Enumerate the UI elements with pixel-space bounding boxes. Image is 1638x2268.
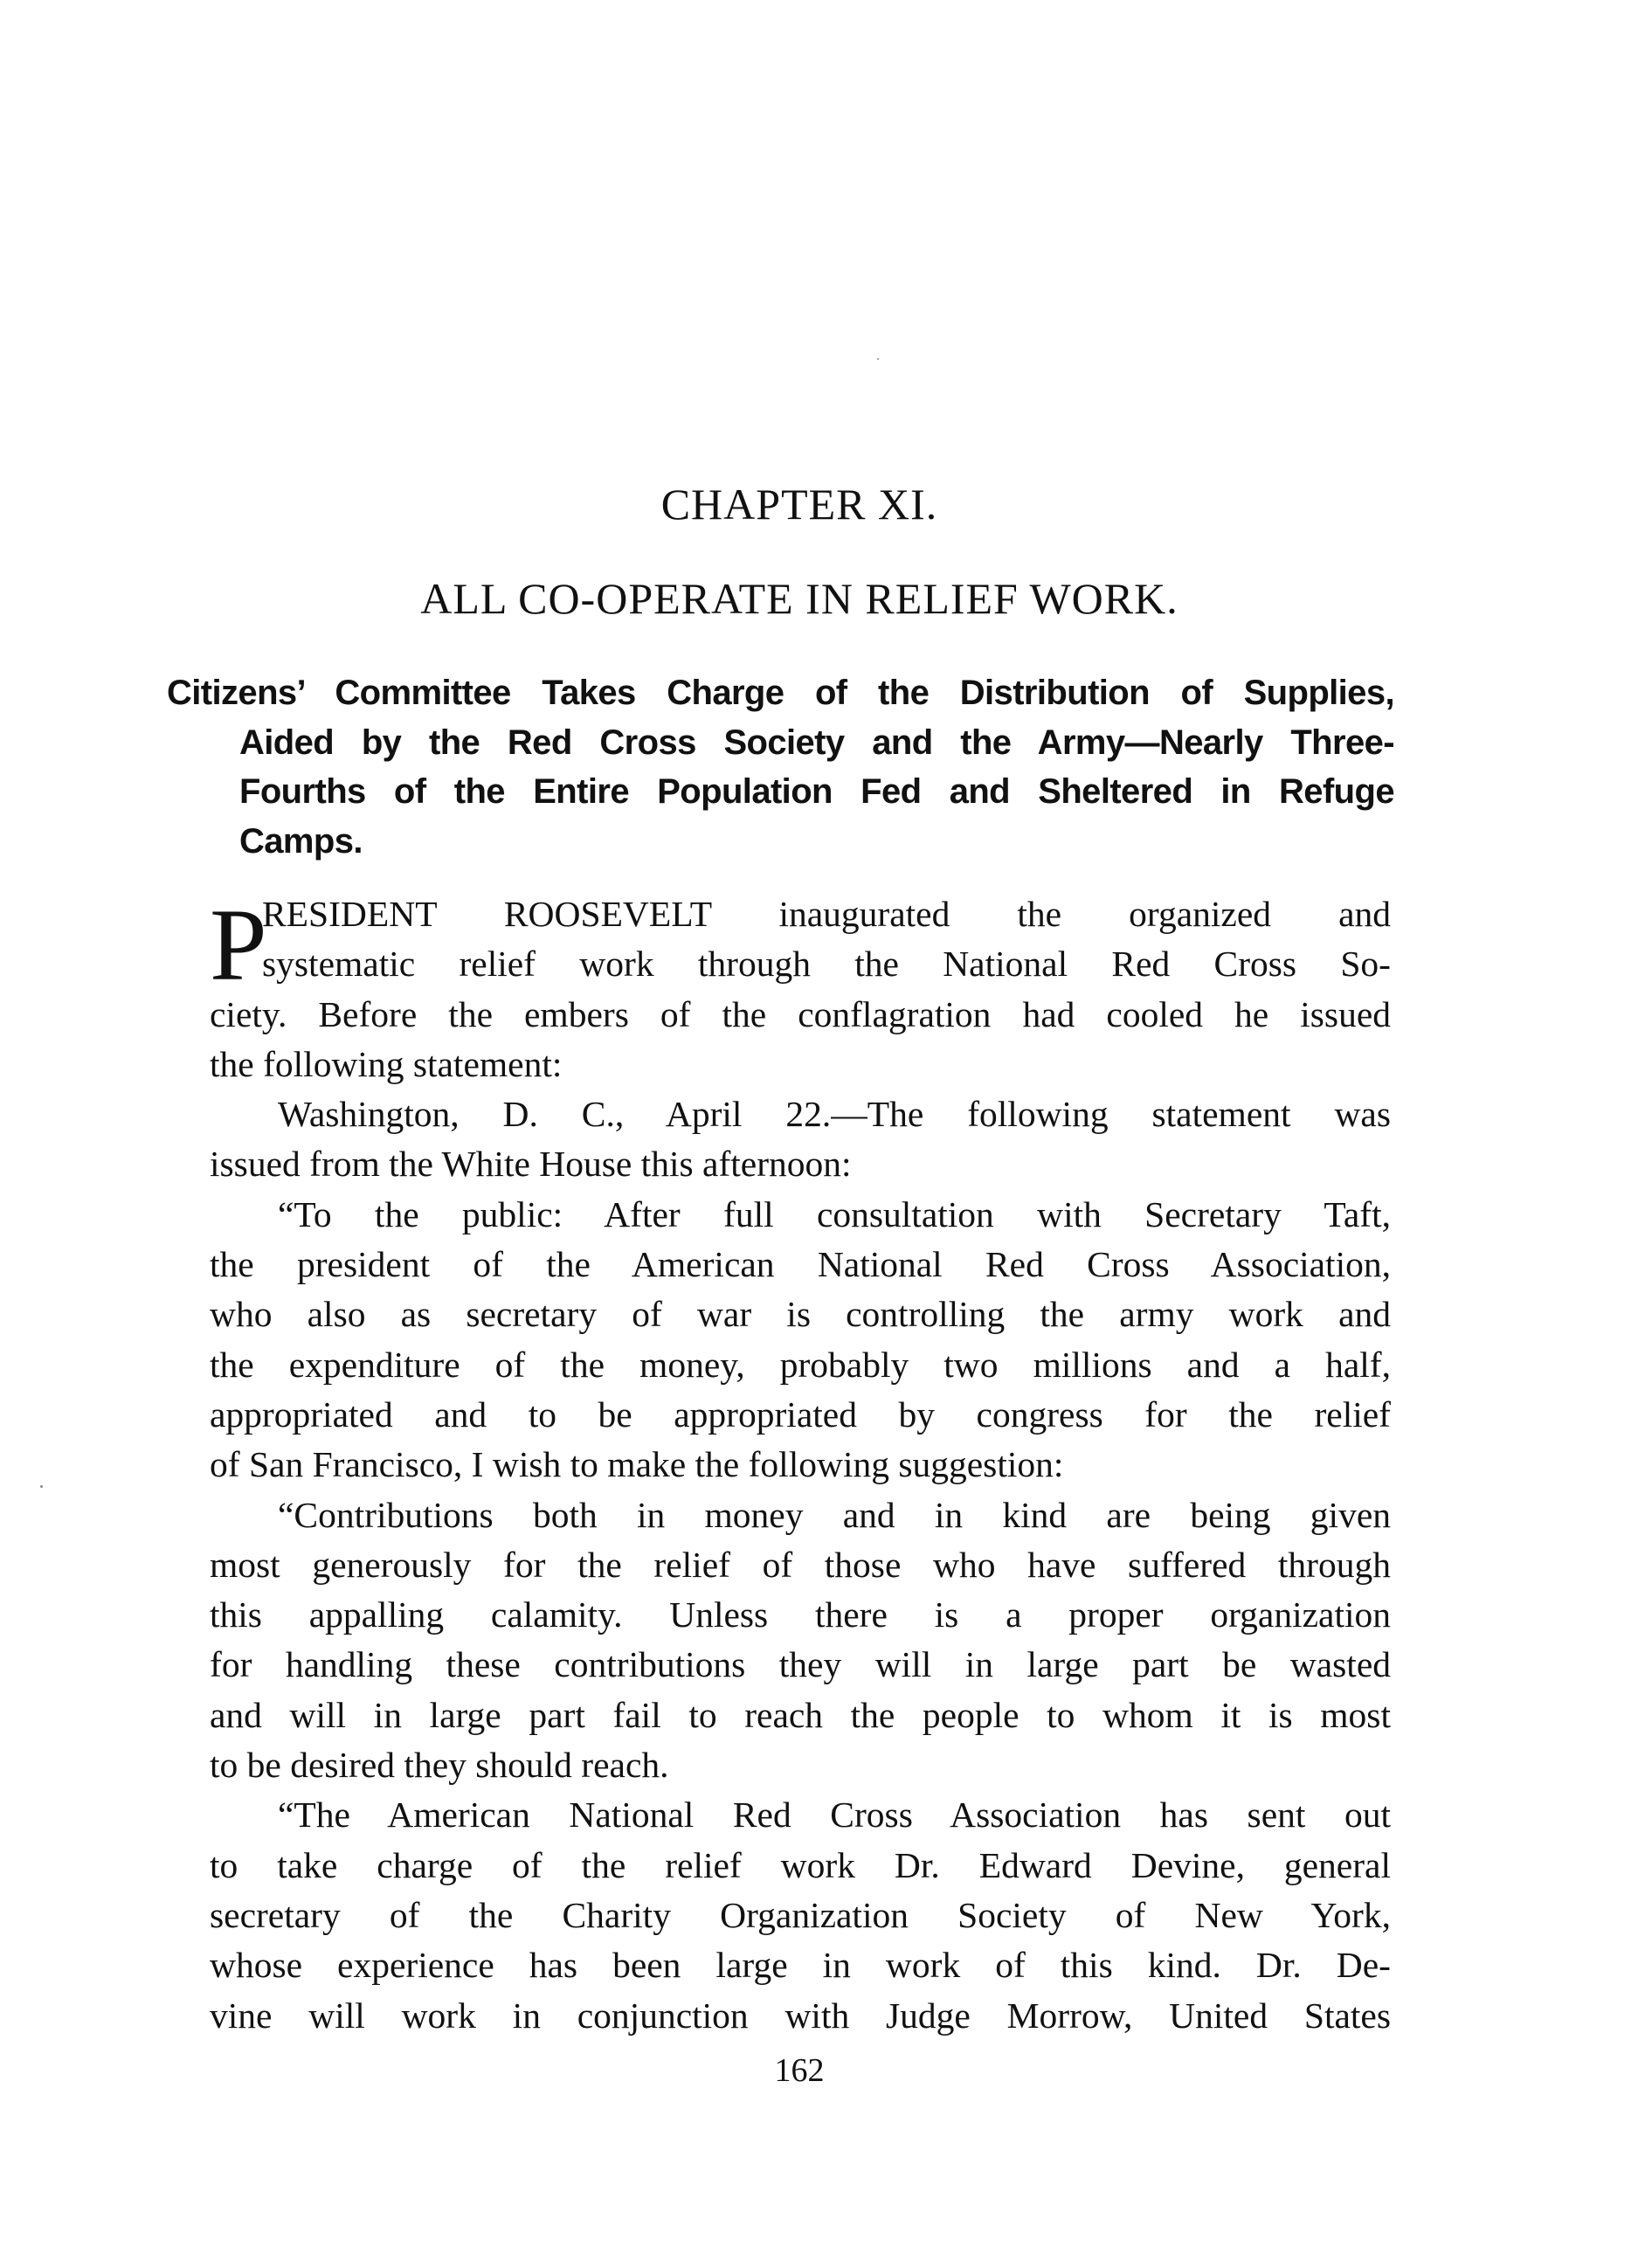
body-line: to be desired they should reach. [210, 1745, 669, 1786]
body-line: whose experience has been large in work of this kind. Dr. De- [210, 1945, 1391, 1986]
body-line: for handling these contributions they will in large part be wasted [210, 1644, 1391, 1685]
summary-line: Fourths of the Entire Population Fed and Sheltered in Refuge [239, 772, 1394, 811]
scan-speck [40, 1485, 43, 1488]
body-line: appropriated and to be appropriated by congress for the relief [210, 1393, 1391, 1435]
body-line: and will in large part fail to reach the people to whom it is most [210, 1694, 1391, 1735]
body-line: most generously for the relief of those who have suffered through [210, 1544, 1391, 1585]
body-line: secretary of the Charity Organization Society of New York, [210, 1894, 1391, 1935]
body-line: “Contributions both in money and in kind are being given [278, 1494, 1391, 1535]
drop-cap: P [210, 888, 267, 1002]
body-line: this appalling calamity. Unless there is a proper organization [210, 1594, 1391, 1635]
chapter-summary [167, 668, 1394, 866]
body-line: RESIDENT ROOSEVELT inaugurated the organized and [262, 894, 1391, 934]
summary-line: Aided by the Red Cross Society and the Army—Nearly Three- [239, 723, 1394, 762]
body-line: issued from the White House this afternoon: [210, 1144, 852, 1185]
body-line: “To the public: After full consultation with Secretary Taft, [278, 1193, 1391, 1234]
body-line: systematic relief work through the National Red Cross So- [262, 944, 1391, 985]
body-text [210, 889, 1391, 2041]
chapter-title: ALL CO-OPERATE IN RELIEF WORK. [420, 574, 1178, 623]
body-line: the expenditure of the money, probably two millions and a half, [210, 1344, 1391, 1385]
body-line: “The American National Red Cross Association has sent out [278, 1794, 1391, 1836]
body-line: Washington, D. C., April 22.—The following statement was [278, 1094, 1391, 1135]
scan-speck [877, 358, 879, 360]
summary-line: Camps. [239, 821, 363, 861]
body-line: to take charge of the relief work Dr. Edward Devine, general [210, 1844, 1391, 1885]
body-line: the following statement: [210, 1043, 563, 1084]
chapter-number: CHAPTER XI. [660, 480, 938, 529]
body-line: vine will work in conjunction with Judge Morrow, United States [210, 1995, 1391, 2036]
body-line: the president of the American National Red Cross Association, [210, 1244, 1391, 1285]
body-line: of San Francisco, I wish to make the following suggestion: [210, 1444, 1064, 1485]
body-line: ciety. Before the embers of the conflagration had cooled he issued [210, 993, 1391, 1034]
body-line: who also as secretary of war is controlling the army work and [210, 1294, 1391, 1335]
page-number: 162 [774, 2052, 825, 2089]
summary-line: Citizens’ Committee Takes Charge of the Distribution of Supplies, [167, 674, 1394, 712]
